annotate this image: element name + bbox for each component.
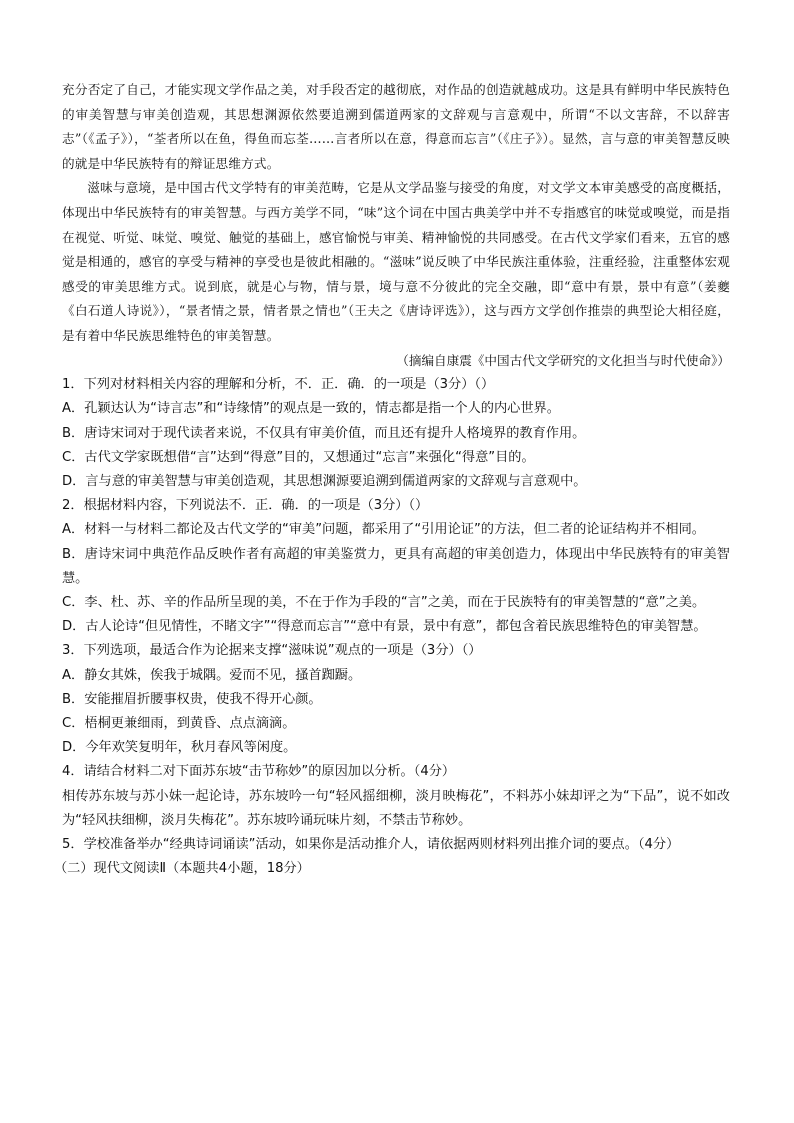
question-option: B．安能摧眉折腰事权贵，使我不得开心颜。 [62,691,322,707]
question-option: B．唐诗宋词中典范作品反映作者有高超的审美鉴赏力，更具有高超的审美创造力，体现出中华民族特有的审美智慧。 [62,546,730,586]
question-stem: 5．学校准备举办“经典诗词诵读”活动，如果你是活动推介人，请依据两则材料列出推介词的要点。（4分） [62,836,680,852]
question-option: A．材料一与材料二都论及古代文学的“审美”问题，都采用了“引用论证”的方法，但二者的论证结构并不相同。 [62,522,705,538]
question-stem: 2．根据材料内容，下列说法不．正．确．的一项是（3分）（） [62,498,429,514]
question-option: C．梧桐更兼细雨，到黄昏、点点滴滴。 [62,715,296,731]
question-option: A．孔颖达认为“诗言志”和“诗缘情”的观点是一致的，情志都是指一个人的内心世界。 [62,401,560,417]
question-option: D．言与意的审美智慧与审美创造观，其思想渊源要追溯到儒道两家的文辞观与言意观中。 [62,473,587,489]
question-3 [62,639,730,760]
passage-source: （摘编自康震《中国古代文学研究的文化担当与时代使命》） [396,352,730,368]
question-5 [62,833,730,857]
passage-paragraph: 充分否定了自己，才能实现文学作品之美，对手段否定的越彻底，对作品的创造就越成功。这是具有鲜明中华民族特色的审美智慧与审美创造观，其思想渊源依然要追溯到儒道两家的文辞观与言意观中，所谓“不以文害辞，不以辞害志”（《孟子》），“荃者所以在鱼，得鱼而忘荃……言者所以在意，得意而忘言”（《庄子》）。显然，言与意的审美智慧反映的就是中华民族特有的辩证思维方式。 [62,82,730,171]
question-2 [62,494,730,639]
question-stem: 4．请结合材料二对下面苏东坡“击节称妙”的原因加以分析。（4分） [62,764,456,780]
question-material: 相传苏东坡与苏小妹一起论诗，苏东坡吟一句“轻风摇细柳，淡月映梅花”，不料苏小妹却评之为“下品”，说不如改为“轻风扶细柳，淡月失梅花”。苏东坡吟诵玩味片刻，不禁击节称妙。 [62,788,730,828]
question-option: D．今年欢笑复明年，秋月春风等闲度。 [62,740,297,756]
question-option: C．李、杜、苏、辛的作品所呈现的美，不在于作为手段的“言”之美，而在于民族特有的审美智慧的“意”之美。 [62,594,706,610]
question-stem: 1．下列对材料相关内容的理解和分析，不．正．确．的一项是（3分）（） [62,377,495,393]
question-1 [62,373,730,494]
question-option: D．古人论诗“但见情性，不睹文字”“得意而忘言”“意中有景，景中有意”，都包含着民族思维特色的审美智慧。 [62,619,707,635]
question-4 [62,760,730,833]
question-stem: 3．下列选项，最适合作为论据来支撑“滋味说”观点的一项是（3分）（） [62,643,482,659]
exam-page [54,78,730,881]
question-option: C．古代文学家既想借“言”达到“得意”目的，又想通过“忘言”来强化“得意”目的。 [62,449,535,465]
question-option: B．唐诗宋词对于现代读者来说，不仅具有审美价值，而且还有提升人格境界的教育作用。 [62,425,586,441]
question-option: A．静女其姝，俟我于城隅。爱而不见，搔首踟蹰。 [62,667,362,683]
section-title: （二）现代文阅读Ⅱ（本题共4小题，18分） [54,861,310,877]
passage-paragraph: 滋味与意境，是中国古代文学特有的审美范畴，它是从文学品鉴与接受的角度，对文学文本审美感受的高度概括，体现出中华民族特有的审美智慧。与西方美学不同，“味”这个词在中国古典美学中并不专指感官的味觉或嗅觉，而是指在视觉、听觉、味觉、嗅觉、触觉的基础上，感官愉悦与审美、精神愉悦的共同感受。在古代文学家们看来，五官的感觉是相通的，感官的享受与精神的享受也是彼此相融的。“滋味”说反映了中华民族注重体验，注重经验，注重整体宏观感受的审美思维方式。说到底，就是心与物，情与景，境与意不分彼此的完全交融，即“意中有景，景中有意”（姜夔《白石道人诗说》），“景者情之景，情者景之情也”（王夫之《唐诗评选》），这与西方文学创作推崇的典型论大相径庭，是有着中华民族思维特色的审美智慧。 [62,180,730,343]
